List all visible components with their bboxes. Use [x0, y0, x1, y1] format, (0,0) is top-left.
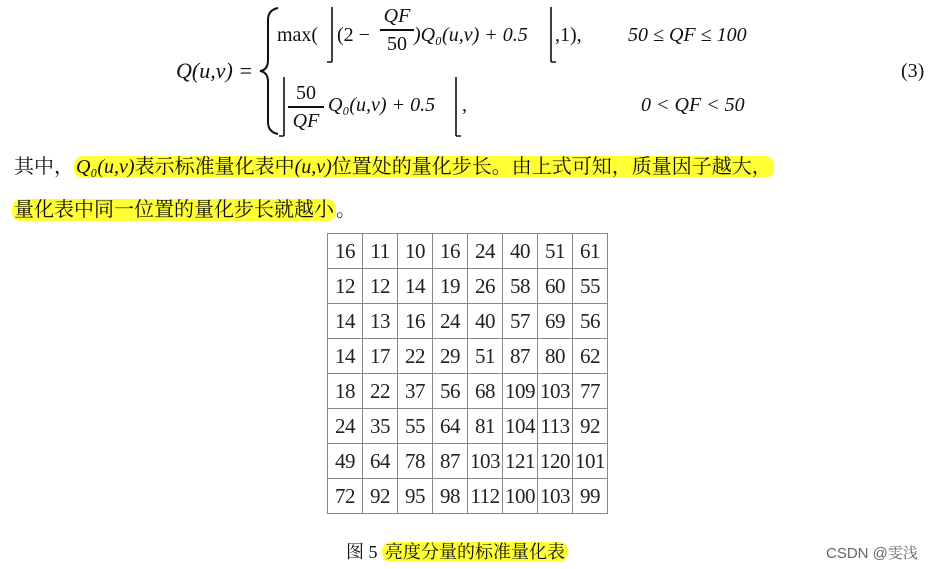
table-cell: 64: [363, 444, 398, 479]
equation-number: (3): [901, 60, 925, 82]
table-cell: 16: [398, 304, 433, 339]
table-cell: 81: [468, 409, 503, 444]
table-cell: 24: [328, 409, 363, 444]
table-cell: 78: [398, 444, 433, 479]
table-row: [328, 374, 608, 409]
table-cell: 26: [468, 269, 503, 304]
table-cell: 95: [398, 479, 433, 514]
table-cell: 109: [503, 374, 538, 409]
highlight-line-2: 量化表中同一位置的量化步长就越小: [14, 199, 334, 221]
case1-frac-den: 50: [387, 32, 407, 55]
case1-condition: 50 ≤ QF ≤ 100: [628, 24, 747, 46]
paragraph-line-1: [14, 154, 774, 180]
table-cell: 58: [503, 269, 538, 304]
table-cell: 56: [433, 374, 468, 409]
table-cell: 113: [538, 409, 573, 444]
table-cell: 92: [573, 409, 608, 444]
table-cell: 120: [538, 444, 573, 479]
table-cell: 100: [503, 479, 538, 514]
caption-text: 亮度分量的标准量化表: [382, 542, 568, 562]
table-cell: 62: [573, 339, 608, 374]
table-row: [328, 479, 608, 514]
table-cell: 87: [503, 339, 538, 374]
table-cell: 121: [503, 444, 538, 479]
highlight-q0: [74, 156, 774, 178]
table-cell: 80: [538, 339, 573, 374]
table-cell: 103: [538, 374, 573, 409]
case1-max: max(: [277, 24, 319, 46]
table-cell: 77: [573, 374, 608, 409]
table-cell: 29: [433, 339, 468, 374]
table-cell: 49: [328, 444, 363, 479]
quantization-table: [327, 233, 608, 514]
table-cell: 22: [398, 339, 433, 374]
case2-tail: ,: [462, 94, 467, 116]
case2-q0: Q₀(u,v) + 0.5: [328, 94, 436, 116]
formula-lhs: Q(u,v) =: [176, 58, 254, 83]
table-cell: 11: [363, 234, 398, 269]
table-cell: 14: [328, 304, 363, 339]
table-cell: 19: [433, 269, 468, 304]
table-row: [328, 339, 608, 374]
case1-two: (2 −: [337, 24, 370, 46]
table-cell: 60: [538, 269, 573, 304]
table-cell: 72: [328, 479, 363, 514]
table-cell: 12: [363, 269, 398, 304]
paragraph-line-2-end: 。: [336, 199, 356, 221]
table-cell: 14: [398, 269, 433, 304]
paragraph-line-2: [12, 197, 356, 223]
table-row: [328, 444, 608, 479]
table-cell: 99: [573, 479, 608, 514]
table-cell: 57: [503, 304, 538, 339]
table-cell: 40: [503, 234, 538, 269]
csdn-watermark: CSDN @雯浅: [826, 545, 918, 562]
table-cell: 56: [573, 304, 608, 339]
case2-condition: 0 < QF < 50: [641, 94, 745, 116]
case2-floor-left: [277, 76, 287, 138]
paragraph-prefix: 其中，: [14, 156, 74, 178]
case2-frac-den: QF: [292, 109, 320, 132]
case1-frac-num: QF: [383, 5, 411, 27]
case2-fraction: [288, 82, 324, 132]
table-cell: 35: [363, 409, 398, 444]
table-cell: 69: [538, 304, 573, 339]
table-cell: 37: [398, 374, 433, 409]
table-cell: 51: [538, 234, 573, 269]
table-row: [328, 304, 608, 339]
table-cell: 98: [433, 479, 468, 514]
table-row: [328, 409, 608, 444]
table-cell: 16: [328, 234, 363, 269]
table-cell: 104: [503, 409, 538, 444]
table-cell: 101: [573, 444, 608, 479]
table-cell: 61: [573, 234, 608, 269]
table-cell: 12: [328, 269, 363, 304]
q0-symbol: Q₀(u,v): [76, 156, 135, 178]
table-cell: 64: [433, 409, 468, 444]
case1-tail: ,1),: [555, 24, 582, 46]
table-cell: 14: [328, 339, 363, 374]
case1-q0: )Q₀(u,v) + 0.5: [414, 24, 528, 46]
paragraph-mid: 表示标准量化表中: [134, 156, 295, 178]
table-cell: 10: [398, 234, 433, 269]
caption-prefix: 图 5: [346, 542, 378, 562]
table-cell: 51: [468, 339, 503, 374]
table-cell: 112: [468, 479, 503, 514]
table-cell: 24: [433, 304, 468, 339]
case2-frac-bar: [288, 106, 324, 108]
table-cell: 40: [468, 304, 503, 339]
table-cell: 13: [363, 304, 398, 339]
table-row: [328, 234, 608, 269]
table-cell: 22: [363, 374, 398, 409]
case1-fraction: [380, 5, 414, 55]
figure-caption: [346, 538, 568, 564]
case1-frac-bar: [380, 29, 414, 31]
paragraph-rest: 位置处的量化步长。由上式可知，质量因子越大，: [331, 156, 772, 178]
table-cell: 55: [573, 269, 608, 304]
table-cell: 68: [468, 374, 503, 409]
table-cell: 17: [363, 339, 398, 374]
table-cell: 103: [538, 479, 573, 514]
case1-floor-left: [325, 6, 335, 64]
table-cell: 16: [433, 234, 468, 269]
table-row: [328, 269, 608, 304]
table-cell: 87: [433, 444, 468, 479]
table-cell: 18: [328, 374, 363, 409]
table-cell: 103: [468, 444, 503, 479]
case2-frac-num: 50: [296, 82, 316, 104]
uv-symbol: (u,v): [294, 156, 332, 178]
table-cell: 24: [468, 234, 503, 269]
table-cell: 92: [363, 479, 398, 514]
table-cell: 55: [398, 409, 433, 444]
